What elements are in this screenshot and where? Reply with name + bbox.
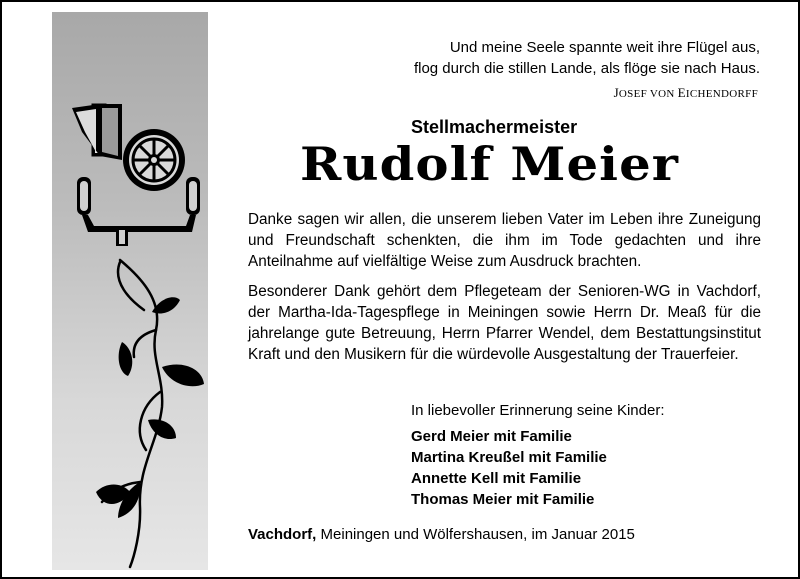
author-initial-last: E — [677, 85, 686, 100]
author-rest-first: OSEF VON — [618, 88, 675, 100]
deceased-name: Rudolf Meier — [300, 137, 680, 191]
author-initial-first: J — [613, 85, 619, 100]
place-date-line — [248, 526, 635, 543]
list-item: Thomas Meier mit Familie — [411, 491, 595, 508]
quote-author — [614, 85, 758, 101]
footer-rest: Meiningen und Wölfershausen, im Januar 2015 — [316, 526, 635, 543]
footer-place: Vachdorf, — [248, 526, 317, 543]
quote-line-1: Und meine Seele spannte weit ihre Flügel aus, — [449, 39, 760, 56]
children-intro: In liebevoller Erinnerung seine Kinder: — [411, 402, 665, 419]
author-rest-last: ICHENDORFF — [685, 88, 758, 100]
children-list — [411, 426, 607, 510]
special-thanks-paragraph: Besonderer Dank gehört dem Pflegeteam der Senioren-WG in Vachdorf, der Martha-Ida-Tagespflege in Meiningen sowie Herrn Dr. Meaß für die jahrelange gute Betreuung, Herrn Pfarrer Wendel, dem Bestattungsinstitut Kraft und den Musikern für die würdevolle Ausgestaltung der Trauerfeier. — [248, 283, 761, 363]
vine-leaves-icon — [52, 12, 208, 570]
deceased-occupation: Stellmachermeister — [411, 117, 578, 137]
quote-line-2: flog durch die stillen Lande, als flöge sie nach Haus. — [413, 60, 760, 77]
list-item: Gerd Meier mit Familie — [411, 428, 572, 445]
list-item: Martina Kreußel mit Familie — [411, 449, 607, 466]
list-item: Annette Kell mit Familie — [411, 470, 582, 487]
thanks-paragraph: Danke sagen wir allen, die unserem lieben Vater im Leben ihre Zuneigung und Freundschaft schenkten, die ihm im Tode gedachten und ihre Anteilnahme auf vielfältige Weise zum Ausdruck brachten. — [248, 211, 761, 270]
